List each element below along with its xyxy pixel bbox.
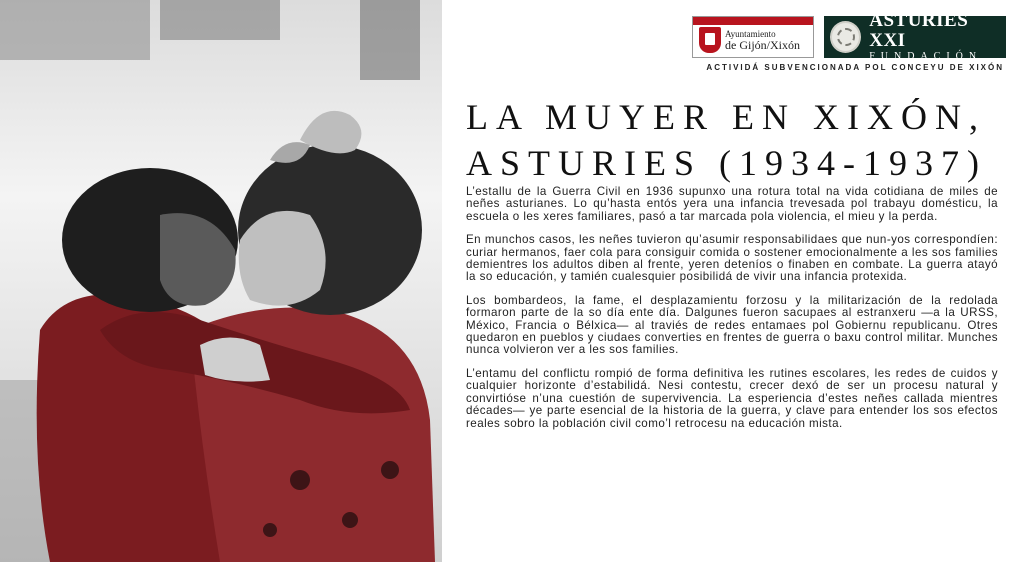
sponsor-logos [692,10,1006,62]
paragraph: L’entamu del conflictu rompió de forma definitiva les rutines escolares, les redes de cuidos y cualquier horizonte d’estabilidá. Nesi contestu, crecer dexó de ser un procesu natural y convirtióse n’una cuestión de supervivencia. La esperiencia d’estes neñes callada mientres décades— ye parte esencial de la historia de la guerra, y clave para entender los sos efectos reales sobro la población civil como’l retrocesu na educación mista. [466,366,998,430]
gijon-logo-text [725,29,800,51]
paragraph: Los bombardeos, la fame, el desplazamientu forzosu y la militarización de la redolada formaron parte de la so día ente día. Dalgunes fueron sacupaes al estranxeru —a la URSS, México, Francia o Bélxica— al traviés de redes entamaes pol Gobiernu republicanu. Otres quedaron en pueblos y ciudaes converties en frentes de guerra o baxu control militar. Munches nunca volvieron ver a les sos families. [466,293,998,357]
photo-illustration [0,0,442,562]
body-text [466,186,998,441]
paragraph: L’estallu de la Guerra Civil en 1936 supunxo una rotura total na vida cotidiana de miles de neñes asturianes. Lo qu’hasta entós yera una infancia trevesada pol trabayu domésticu, la escuela o les xeres familiares, pasó a tar marcada pola violencia, el mieu y la perda. [466,185,998,223]
page-title [466,94,987,186]
seal-icon [830,21,861,53]
asturies-logo-sub: FUNDACIÓN [869,51,983,62]
coat-of-arms-icon [699,27,721,53]
gijon-logo-line2: de Gijón/Xixón [725,38,800,52]
gijon-city-logo [692,16,814,58]
children-kissing-photo [0,0,442,562]
title-line-1: LA MUYER EN XIXÓN, [466,97,986,137]
asturies-logo-text [869,11,1006,63]
gijon-logo-line1: Ayuntamiento [725,29,776,39]
subsidy-notice: ACTIVIDÁ SUBVENCIONADA POL CONCEYU DE XIXÓN [706,63,1004,72]
paragraph: En munchos casos, les neñes tuvieron qu’asumir responsabilidaes que nun-yos correspondíen: curiar hermanos, faer cola para consiguir comida o sostener emocionalmente a les sos families demientres los adultos diben al frente, yeren deteníos o finaben en combate. La guerra atayó la so educación, y tamién cualesquier posibilidá de vivir una infancia protexida. [466,233,998,284]
title-line-2: ASTURIES (1934-1937) [466,143,987,183]
asturies-xxi-logo [824,10,1006,62]
asturies-logo-name: ASTURIES XXI [869,10,969,51]
logo-red-band [693,17,813,25]
